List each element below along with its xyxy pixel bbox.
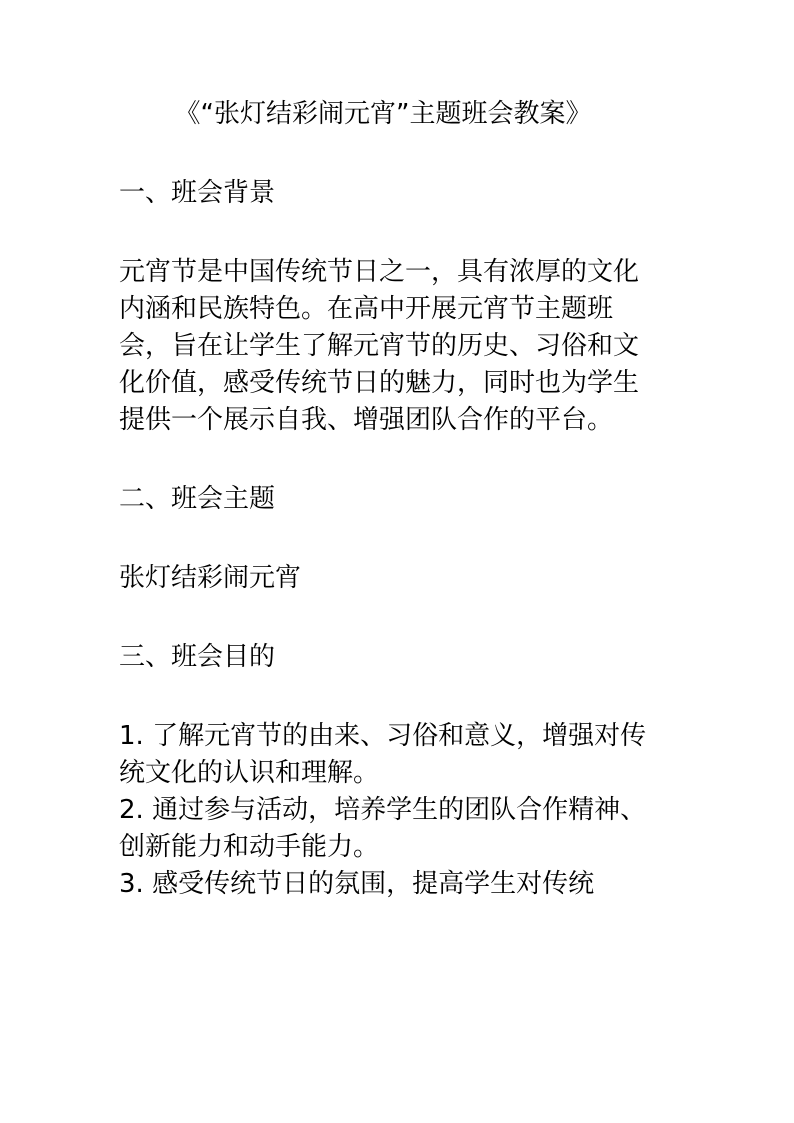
section-heading-background: 一、班会背景 [119,178,276,208]
document-title: 《“张灯结彩闹元宵”主题班会教案》 [174,99,592,129]
section-heading-purpose: 三、班会目的 [119,642,276,672]
list-item: 1. 了解元宵节的由来、习俗和意义，增强对传统文化的认识和理解。 [119,721,647,788]
section-heading-theme: 二、班会主题 [119,484,276,514]
document-body [119,96,647,903]
section-paragraph-theme: 张灯结彩闹元宵 [119,563,302,593]
purpose-list [119,718,647,903]
list-item: 3. 感受传统节日的氛围，提高学生对传统 [119,869,595,899]
section-paragraph-background: 元宵节是中国传统节日之一，具有浓厚的文化内涵和民族特色。在高中开展元宵节主题班会，旨在让学生了解元宵节的历史、习俗和文化价值，感受传统节日的魅力，同时也为学生提供一个展示自我、增强团队合作的平台。 [119,257,640,435]
list-item: 2. 通过参与活动，培养学生的团队合作精神、创新能力和动手能力。 [119,795,647,862]
